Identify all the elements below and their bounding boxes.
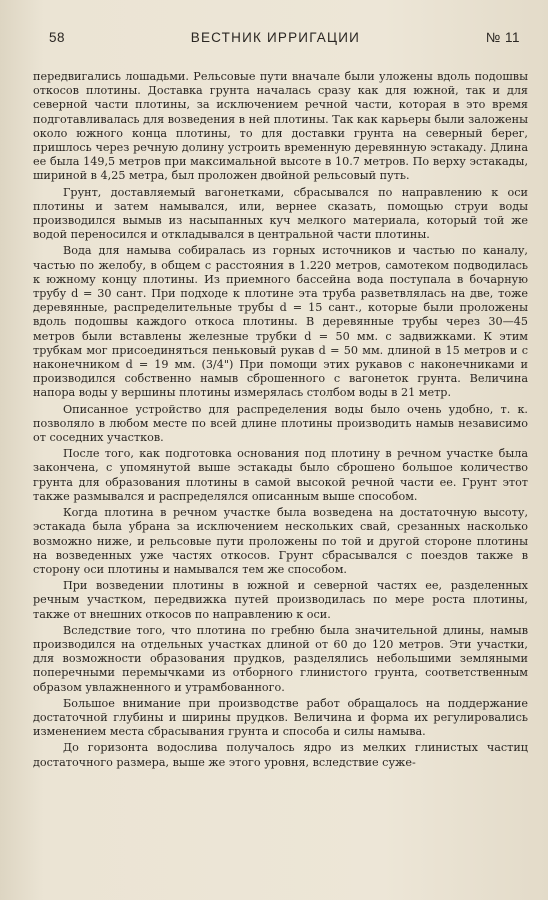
issue-number: № 11 — [485, 30, 520, 45]
article-body — [33, 70, 528, 770]
paragraph-1: передвигались лошадьми. Рельсовые пути вначале были уложены вдоль подошвы откосов плотины. Доставка грунта началась сразу как для южной, так и для северной части плотины, за исключением речной части, которая в это время подготавливалась для возведения в ней плотины. Так как карьеры были заложены около южного конца плотины, то для доставки грунта на северный берег, пришлось через речную долину устроить временную деревянную эстакаду. Длина ее была 149,5 метров при максимальной высоте в 10.7 метров. По верху эстакады, шириной в 4,25 метра, был проложен двойной рельсовый путь. — [33, 70, 528, 183]
paragraph-8: Вследствие того, что плотина по гребню была значительной длины, намыв производился на отдельных участках длиной от 60 до 120 метров. Эти участки, для возможности образования прудков, разделялись небольшими земляными поперечными перемычками из отборного глинистого грунта, соответственным образом увлажненного и утрамбованного. — [33, 623, 528, 694]
journal-title: ВЕСТНИК ИРРИГАЦИИ — [190, 30, 361, 45]
paragraph-9: Большое внимание при производстве работ обращалось на поддержание достаточной глубины и ширины прудков. Величина и форма их регулировались изменением места сбрасывания грунта и способа и силы намыва. — [33, 696, 528, 739]
paragraph-2: Грунт, доставляемый вагонетками, сбрасывался по направлению к оси плотины и затем намывался, или, вернее сказать, помощью струи воды производился вымыв из насыпанных куч мелкого материала, который той же водой переносился и откладывался в центральной части плотины. — [33, 185, 528, 242]
paragraph-3: Вода для намыва собиралась из горных источников и частью по каналу, частью по желобу, в общем с расстояния в 1.220 метров, самотеком подводилась к южному концу плотины. Из приемного бассейна вода поступала в бочарную трубу d = 30 сант. При подходе к плотине эта труба разветвлялась на две, тоже деревянные, распределительные трубы d = 15 сант., которые были проложены вдоль подошвы каждого откоса плотины. В деревянные трубы через 30—45 метров были вставлены железные трубки d = 50 мм. с задвижками. К этим трубкам мог присоединяться пеньковый рукав d = 50 мм. длиной в 15 метров и с наконечником d = 19 мм. (3/4") При помощи этих рукавов с наконечниками и производился собственно намыв сброшенного с вагонеток грунта. Величина напора воды у вершины плотины измерялась столбом воды в 21 метр. — [33, 244, 528, 400]
paragraph-10: До горизонта водослива получалось ядро из мелких глинистых частиц достаточного размера, выше же этого уровня, вследствие суже- — [33, 741, 528, 769]
page-number: 58 — [49, 30, 66, 45]
paragraph-6: Когда плотина в речном участке была возведена на достаточную высоту, эстакада была убрана за исключением нескольких свай, срезанных насколько возможно ниже, и рельсовые пути проложены по той и другой стороне плотины на возведенных уже частях откосов. Грунт сбрасывался с поездов также в сторону оси плотины и намывался тем же способом. — [33, 506, 528, 576]
paragraph-4: Описанное устройство для распределения воды было очень удобно, т. к. позволяло в любом месте по всей длине плотины производить намыв независимо от соседних участков. — [33, 402, 528, 445]
paragraph-7: При возведении плотины в южной и северной частях ее, разделенных речным участком, передвижка путей производилась по мере роста плотины, также от внешних откосов по направлению к оси. — [33, 579, 528, 621]
running-header — [49, 30, 520, 50]
paragraph-5: После того, как подготовка основания под плотину в речном участке была закончена, с упомянутой выше эстакады было сброшено большое количество грунта для образования плотины в самой высокой речной части ее. Грунт этот также размывался и распределялся описанным выше способом. — [33, 447, 528, 503]
